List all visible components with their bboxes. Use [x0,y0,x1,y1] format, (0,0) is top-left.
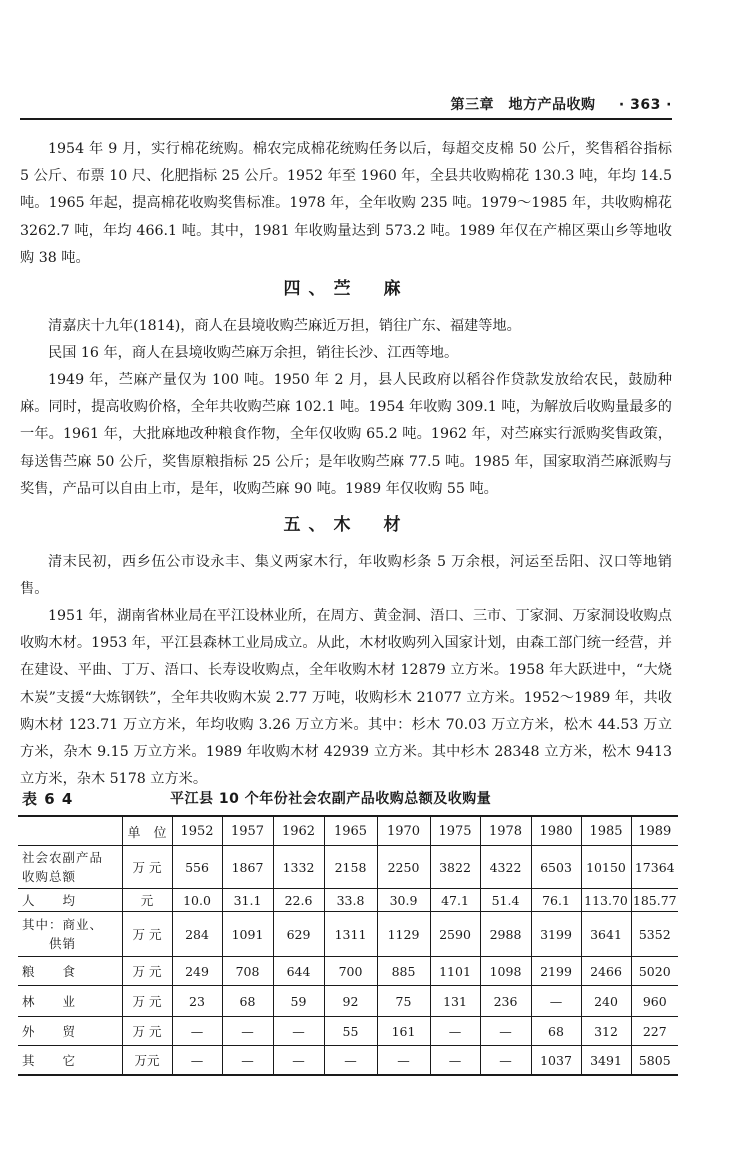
table-cell: — [531,986,581,1017]
table-header-blank [18,816,122,846]
table-cell: — [324,1046,377,1076]
table-cell: 92 [324,986,377,1017]
table-cell: 75 [377,986,430,1017]
page-number: · 363 · [618,97,672,113]
table-cell: 960 [631,986,678,1017]
table-cell: 3641 [581,912,631,957]
table-cell: 22.6 [273,889,324,912]
table-cell: — [430,1046,480,1076]
table-cell: 68 [222,986,273,1017]
table-cell: 312 [581,1017,631,1046]
table-cell: 10.0 [172,889,222,912]
table-cell: — [172,1017,222,1046]
table-cell: 5805 [631,1046,678,1076]
table-cell: 2199 [531,957,581,986]
row-unit: 万 元 [122,846,172,889]
table-cell: 629 [273,912,324,957]
table-row [18,912,678,957]
table-cell: 3491 [581,1046,631,1076]
table-cell: 3822 [430,846,480,889]
year-header: 1970 [377,816,430,846]
table-cell: 23 [172,986,222,1017]
table-row [18,957,678,986]
row-label: 外 贸 [18,1017,122,1046]
year-header: 1965 [324,816,377,846]
table-cell: 10150 [581,846,631,889]
purchase-table [18,815,678,1076]
table-cell: 1101 [430,957,480,986]
row-label: 其 它 [18,1046,122,1076]
paragraph-ramie-1: 清嘉庆十九年(1814)，商人在县境收购苎麻近万担，销往广东、福建等地。 [48,318,521,334]
table-cell: 644 [273,957,324,986]
table-cell: 708 [222,957,273,986]
table-row [18,1046,678,1076]
table-row [18,1017,678,1046]
table-header-row [18,816,678,846]
table-cell: 76.1 [531,889,581,912]
table-cell: 131 [430,986,480,1017]
table-cell: 2988 [480,912,531,957]
row-unit: 万 元 [122,957,172,986]
table-cell: 1311 [324,912,377,957]
row-unit: 万 元 [122,986,172,1017]
year-header: 1985 [581,816,631,846]
table-cell: 113.70 [581,889,631,912]
running-header [20,94,672,114]
table-cell: — [273,1046,324,1076]
table-cell: 249 [172,957,222,986]
table-cell: 59 [273,986,324,1017]
row-label: 社会农副产品 收购总额 [18,846,122,889]
table-cell: 240 [581,986,631,1017]
row-label: 人 均 [18,889,122,912]
table-row [18,986,678,1017]
table-cell: 556 [172,846,222,889]
table-cell: 185.77 [631,889,678,912]
table-cell: 4322 [480,846,531,889]
table-cell: 51.4 [480,889,531,912]
paragraph-timber-1: 清末民初，西乡伍公市设永丰、集义两家木行，年收购杉条 5 万余根，河运至岳阳、汉口等地销售。 [20,554,672,598]
unit-header: 单 位 [122,816,172,846]
header-rule [20,118,672,120]
table-cell: 3199 [531,912,581,957]
table-cell: 33.8 [324,889,377,912]
table-cell: — [273,1017,324,1046]
paragraph-ramie-3: 1949 年，苎麻产量仅为 100 吨。1950 年 2 月，县人民政府以稻谷作贷款发放给农民，鼓励种麻。同时，提高收购价格，全年共收购苎麻 102.1 吨。1954 年收购 309.1 吨，为解放后收购量最多的一年。1961 年，大批麻地改种粮食作物，全年仅收购 65.2 吨。1962 年，对苎麻实行派购奖售政策，每送售苎麻 50 公斤，奖售原粮指标 25 公斤；是年收购苎麻 77.5 吨。1985 年，国家取消苎麻派购与奖售，产品可以自由上市，是年，收购苎麻 90 吨。1989 年仅收购 55 吨。 [20,372,672,497]
section-title-timber: 五、木 材 [283,515,409,535]
table-cell: 47.1 [430,889,480,912]
table-cell: 30.9 [377,889,430,912]
year-header: 1962 [273,816,324,846]
table-cell: — [480,1046,531,1076]
year-header: 1978 [480,816,531,846]
row-unit: 万 元 [122,912,172,957]
table-cell: 5352 [631,912,678,957]
table-cell: 2158 [324,846,377,889]
table-cell: 1332 [273,846,324,889]
table-cell: 1129 [377,912,430,957]
table-cell: — [222,1046,273,1076]
row-unit: 万 元 [122,1017,172,1046]
table-cell: 17364 [631,846,678,889]
table-cell: — [430,1017,480,1046]
table-cell: 1867 [222,846,273,889]
section-title-ramie: 四、苎 麻 [283,279,409,299]
year-header: 1989 [631,816,678,846]
table-cell: 31.1 [222,889,273,912]
paragraph-timber-2: 1951 年，湖南省林业局在平江设林业所，在周方、黄金洞、浯口、三市、丁家洞、万家洞设收购点收购木材。1953 年，平江县森林工业局成立。从此，木材收购列入国家计划，由森工部门统一经营，并在建设、平曲、丁万、浯口、长寿设收购点，全年收购木材 12879 立方米。1958 年大跃进中，“大烧木炭”支援“大炼钢铁”，全年共收购木炭 2.77 万吨，收购杉木 21077 立方米。1952～1989 年，共收购木材 123.71 万立方米，年均收购 3.26 万立方米。其中：杉木 70.03 万立方米，松木 44.53 万立方米，杂木 9.15 万立方米。1989 年收购木材 42939 立方米。其中杉木 28348 立方米，松木 9413 立方米，杂木 5178 立方米。 [20,608,672,788]
year-header: 1952 [172,816,222,846]
table-cell: 1091 [222,912,273,957]
table-cell: 2466 [581,957,631,986]
table-cell: 1098 [480,957,531,986]
row-label: 其中：商业、 供销 [18,912,122,957]
table-cell: — [172,1046,222,1076]
table-cell: 700 [324,957,377,986]
table-cell: 5020 [631,957,678,986]
table-cell: 161 [377,1017,430,1046]
table-cell: — [480,1017,531,1046]
table-cell: 2250 [377,846,430,889]
row-label: 粮 食 [18,957,122,986]
table-cell: 885 [377,957,430,986]
row-unit: 元 [122,889,172,912]
table-number: 表 6 4 [22,790,74,808]
year-header: 1975 [430,816,480,846]
table-cell: 236 [480,986,531,1017]
table-cell: 1037 [531,1046,581,1076]
table-row [18,846,678,889]
table-cell: 2590 [430,912,480,957]
table-cell: 6503 [531,846,581,889]
row-unit: 万元 [122,1046,172,1076]
paragraph-ramie-2: 民国 16 年，商人在县境收购苎麻万余担，销往长沙、江西等地。 [48,345,459,361]
table-cell: 227 [631,1017,678,1046]
table-cell: — [222,1017,273,1046]
chapter-title: 第三章 地方产品收购 [450,97,596,113]
table-title: 平江县 10 个年份社会农副产品收购总额及收购量 [170,791,492,807]
table-row [18,889,678,912]
paragraph-cotton: 1954 年 9 月，实行棉花统购。棉农完成棉花统购任务以后，每超交皮棉 50 公斤，奖售稻谷指标 5 公斤、布票 10 尺、化肥指标 25 公斤。1952 年至 1960 年，全县共收购棉花 130.3 吨，年均 14.5 吨。1965 年起，提高棉花收购奖售标准。1978 年，全年收购 235 吨。1979～1985 年，共收购棉花 3262.7 吨，年均 466.1 吨。其中，1981 年收购量达到 573.2 吨。1989 年仅在产棉区栗山乡等地收购 38 吨。 [20,141,672,266]
table-cell: 55 [324,1017,377,1046]
table-cell: 284 [172,912,222,957]
year-header: 1980 [531,816,581,846]
year-header: 1957 [222,816,273,846]
row-label: 林 业 [18,986,122,1017]
table-cell: 68 [531,1017,581,1046]
table-cell: — [377,1046,430,1076]
